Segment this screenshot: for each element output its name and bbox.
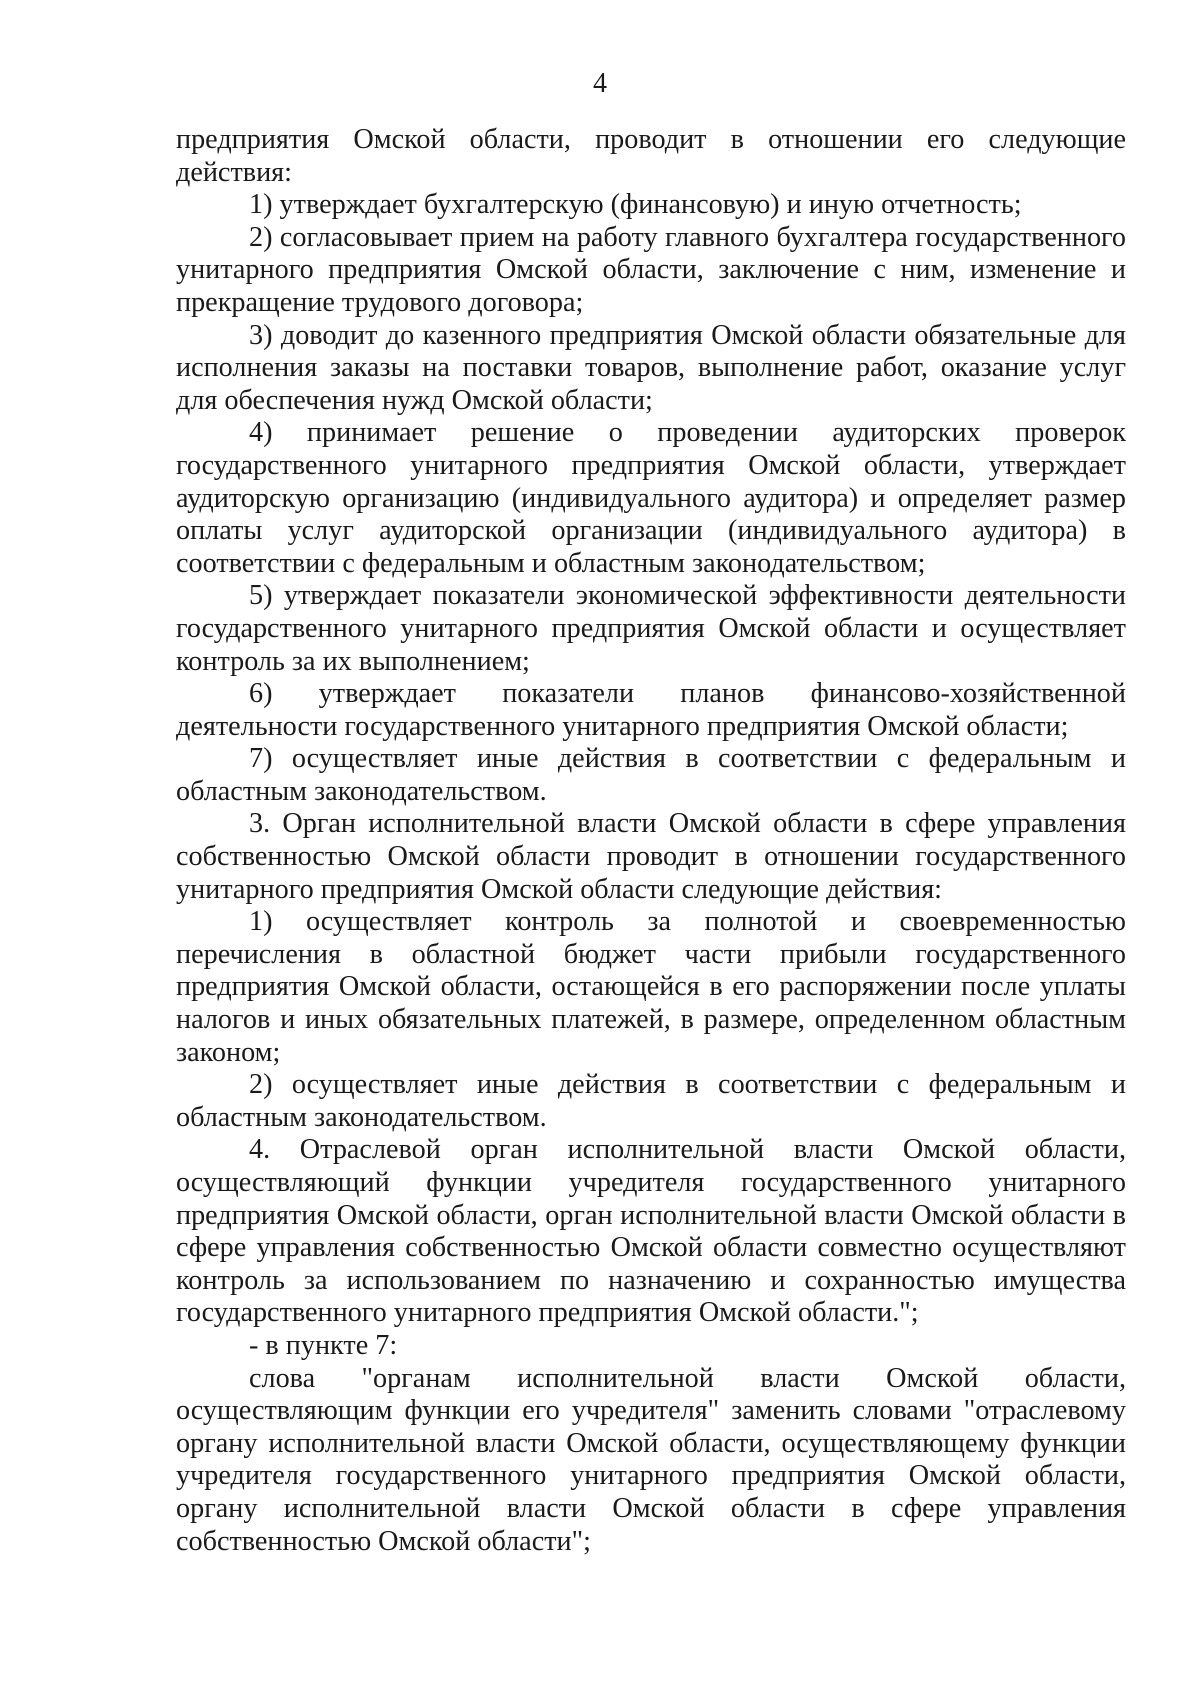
paragraph: 1) утверждает бухгалтерскую (финансовую) и иную отчетность; bbox=[249, 189, 1022, 221]
paragraph: 6) утверждает показатели планов финансово-хозяйственной деятельности государственного унитарного предприятия Омской области; bbox=[176, 678, 1126, 742]
paragraph: 3) доводит до казенного предприятия Омской области обязательные для исполнения заказы на поставки товаров, выполнение работ, оказание услуг для обеспечения нужд Омской области; bbox=[176, 319, 1126, 416]
paragraph: 2) осуществляет иные действия в соответствии с федеральным и областным законодательством. bbox=[176, 1069, 1126, 1133]
paragraph: 1) осуществляет контроль за полнотой и своевременностью перечисления в областной бюджет части прибыли государственного предприятия Омской области, остающейся в его распоряжении после уплаты налогов и иных обязательных платежей, в размере, определенном областным законом; bbox=[176, 906, 1126, 1068]
paragraph: 4) принимает решение о проведении аудиторских проверок государственного унитарного предприятия Омской области, утверждает аудиторскую организацию (индивидуального аудитора) и определяет размер оплаты услуг аудиторской организации (индивидуального аудитора) в соответствии с федеральным и областным законодательством; bbox=[176, 417, 1126, 579]
paragraph: предприятия Омской области, проводит в отношении его следующие действия: bbox=[176, 124, 1126, 188]
paragraph: 7) осуществляет иные действия в соответствии с федеральным и областным законодательством. bbox=[176, 743, 1126, 807]
paragraph: слова "органам исполнительной власти Омской области, осуществляющим функции его учредителя" заменить словами "отраслевому органу исполнительной власти Омской области, осуществляющему функции учредителя государственного унитарного предприятия Омской области, органу исполнительной власти Омской области в сфере управления собственностью Омской области"; bbox=[176, 1362, 1126, 1557]
paragraph: - в пункте 7: bbox=[249, 1329, 398, 1361]
paragraph: 3. Орган исполнительной власти Омской области в сфере управления собственностью Омской области проводит в отношении государственного унитарного предприятия Омской области следующие действия: bbox=[176, 808, 1126, 905]
document-body bbox=[176, 124, 1126, 1558]
paragraph: 2) согласовывает прием на работу главного бухгалтера государственного унитарного предприятия Омской области, заключение с ним, изменение и прекращение трудового договора; bbox=[176, 221, 1126, 318]
paragraph: 4. Отраслевой орган исполнительной власти Омской области, осуществляющий функции учредителя государственного унитарного предприятия Омской области, орган исполнительной власти Омской области в сфере управления собственностью Омской области совместно осуществляют контроль за использованием по назначению и сохранностью имущества государственного унитарного предприятия Омской области."; bbox=[176, 1134, 1126, 1329]
page-number: 4 bbox=[593, 68, 607, 99]
paragraph: 5) утверждает показатели экономической эффективности деятельности государственного унитарного предприятия Омской области и осуществляет контроль за их выполнением; bbox=[176, 580, 1126, 677]
